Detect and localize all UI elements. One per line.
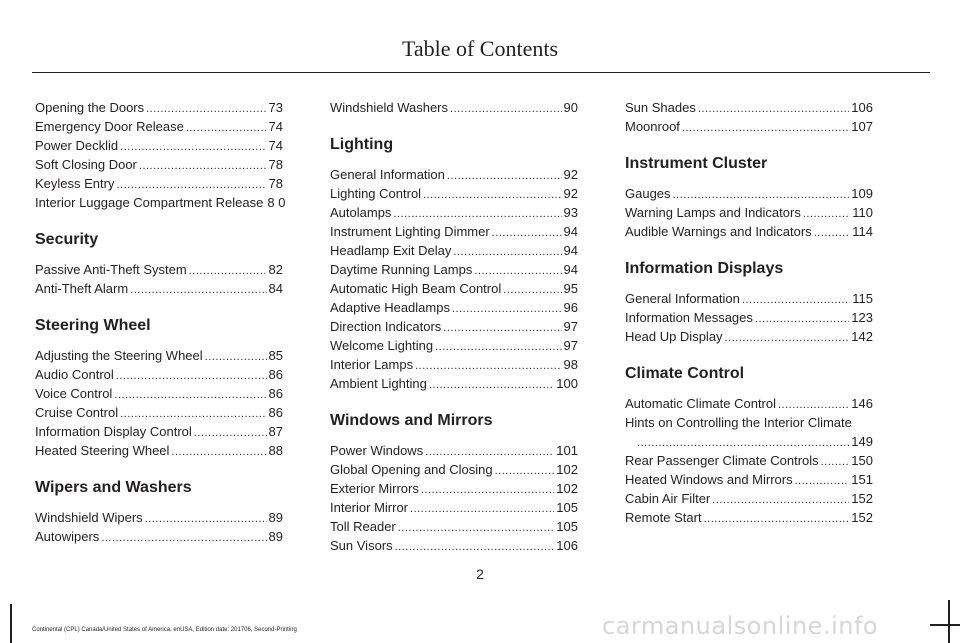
dot-leader (795, 472, 850, 491)
dot-leader (205, 348, 267, 367)
toc-entry-label: Anti-Theft Alarm (35, 281, 129, 296)
toc-entry-page: 152 (851, 510, 873, 525)
watermark: carmanualsonline.info (602, 612, 879, 640)
toc-entry-page: 115 (852, 291, 873, 306)
dot-leader (189, 262, 267, 281)
page-title: Table of Contents (401, 36, 559, 61)
dot-leader (725, 329, 850, 348)
toc-entry-label: Windshield Washers (330, 100, 449, 115)
toc-entry-label: Audible Warnings and Indicators (625, 224, 812, 239)
toc-entry-label: Opening the Doors (35, 100, 145, 115)
toc-entry[interactable] (330, 184, 578, 203)
toc-entry-label: Heated Steering Wheel (35, 443, 170, 458)
toc-entry-label: Sun Shades (625, 100, 696, 115)
toc-entry[interactable] (625, 203, 873, 222)
toc-entry-page: 105 (556, 519, 578, 534)
dot-leader (443, 319, 561, 338)
dot-leader (682, 119, 849, 138)
toc-entry-page: 93 (563, 205, 578, 220)
toc-entry[interactable] (625, 470, 873, 489)
section-heading: Windows and Mirrors (330, 412, 493, 429)
toc-entry-page: 142 (851, 329, 873, 344)
toc-entry-label: Interior Luggage Compartment Release (35, 195, 264, 210)
toc-entry[interactable] (625, 117, 873, 136)
toc-entry[interactable] (35, 98, 283, 117)
toc-entry-label: Direction Indicators (330, 319, 442, 334)
toc-entry-page: 78 (268, 157, 283, 172)
toc-entry-page: 100 (556, 376, 578, 391)
toc-entry[interactable] (625, 327, 873, 346)
toc-entry[interactable] (330, 165, 578, 184)
toc-column-3 (625, 98, 873, 527)
toc-entry-label: Cruise Control (35, 405, 119, 420)
toc-entry-label: Instrument Lighting Dimmer (330, 224, 490, 239)
toc-entry-page: 102 (556, 462, 578, 477)
toc-entry[interactable] (330, 441, 578, 460)
toc-entry-label: Cabin Air Filter (625, 491, 711, 506)
dot-leader (415, 357, 561, 376)
toc-entry-page: 92 (563, 186, 578, 201)
toc-entry-label: Soft Closing Door (35, 157, 137, 172)
toc-entry-label: Adjusting the Steering Wheel (35, 348, 203, 363)
toc-entry[interactable] (625, 394, 873, 413)
toc-entry[interactable] (625, 489, 873, 508)
toc-entry[interactable] (35, 279, 283, 298)
toc-entry-label: Adaptive Headlamps (330, 300, 450, 315)
toc-entry[interactable] (330, 355, 578, 374)
dot-leader (194, 424, 267, 443)
dot-leader (712, 491, 849, 510)
toc-entry-label: Headlamp Exit Delay (330, 243, 452, 258)
toc-entry[interactable] (330, 279, 578, 298)
toc-entry-page: 94 (563, 243, 578, 258)
dot-leader (395, 538, 555, 557)
dot-leader (698, 100, 849, 119)
toc-entry-label: Autowipers (35, 529, 100, 544)
toc-entry[interactable] (35, 155, 283, 174)
toc-entry-page: 97 (563, 319, 578, 334)
toc-entry-page: 86 (268, 405, 283, 420)
toc-entry-label: Lighting Control (330, 186, 422, 201)
toc-entry-page: 102 (556, 481, 578, 496)
toc-entry-page: 150 (851, 453, 873, 468)
toc-entry-label: Windshield Wipers (35, 510, 143, 525)
toc-entry-label: Voice Control (35, 386, 113, 401)
toc-entry[interactable] (35, 527, 283, 546)
toc-entry[interactable] (330, 241, 578, 260)
toc-entry[interactable] (35, 136, 283, 155)
toc-entry-label: Moonroof (625, 119, 680, 134)
toc-entry[interactable] (330, 317, 578, 336)
toc-entry-page: 94 (563, 262, 578, 277)
toc-entry-label: Interior Lamps (330, 357, 414, 372)
dot-leader (398, 519, 555, 538)
page-number: 2 (476, 566, 484, 582)
toc-entry-label: Information Display Control (35, 424, 192, 439)
toc-entry-label: Welcome Lighting (330, 338, 434, 353)
section-heading: Climate Control (625, 365, 745, 382)
toc-entry[interactable] (330, 498, 578, 517)
toc-entry-label: Hints on Controlling the Interior Climate (625, 415, 852, 430)
toc-entry-page: 86 (268, 386, 283, 401)
toc-entry-label: Sun Visors (330, 538, 393, 553)
toc-entry[interactable] (35, 365, 283, 384)
dot-leader (171, 443, 266, 462)
toc-entry[interactable] (35, 384, 283, 403)
toc-entry-page: 74 (268, 119, 283, 134)
toc-entry[interactable] (330, 460, 578, 479)
toc-entry[interactable] (625, 308, 873, 327)
toc-entry-label: Remote Start (625, 510, 702, 525)
toc-entry[interactable] (330, 298, 578, 317)
toc-entry-page: 88 (268, 443, 283, 458)
toc-entry-label: Global Opening and Closing (330, 462, 493, 477)
toc-column-2 (330, 98, 578, 555)
section-heading: Wipers and Washers (35, 479, 192, 496)
dot-leader (120, 138, 266, 157)
dot-leader (130, 281, 266, 300)
section-heading: Security (35, 231, 99, 248)
toc-entry[interactable] (330, 260, 578, 279)
toc-entry-label: Audio Control (35, 367, 114, 382)
toc-entry-page: 89 (268, 510, 283, 525)
toc-entry[interactable] (35, 422, 283, 441)
toc-entry[interactable] (330, 479, 578, 498)
toc-entry-label: Power Windows (330, 443, 424, 458)
toc-entry-label: Power Decklid (35, 138, 119, 153)
toc-entry-label: Ambient Lighting (330, 376, 427, 391)
toc-entry-label: Toll Reader (330, 519, 396, 534)
toc-column-1 (35, 98, 286, 546)
toc-entry[interactable] (330, 203, 578, 222)
toc-entry-page: 146 (851, 396, 873, 411)
toc-entry[interactable] (625, 184, 873, 203)
toc-entry-page: 95 (563, 281, 578, 296)
toc-entry-label: General Information (330, 167, 445, 182)
toc-entry[interactable] (35, 117, 283, 136)
dot-leader (452, 300, 562, 319)
toc-entry[interactable] (35, 260, 283, 279)
section-heading: Instrument Cluster (625, 155, 768, 172)
dot-leader (145, 510, 267, 529)
toc-entry-label: Automatic High Beam Control (330, 281, 502, 296)
section-heading: Lighting (330, 136, 394, 153)
toc-entry-label: Warning Lamps and Indicators (625, 205, 801, 220)
toc-entry-page: 123 (851, 310, 873, 325)
dot-leader (495, 462, 555, 481)
toc-entry[interactable] (625, 413, 873, 451)
toc-entry-label: Autolamps (330, 205, 392, 220)
toc-entry-page: 101 (556, 443, 578, 458)
toc-entry[interactable] (35, 403, 283, 422)
dot-leader (423, 186, 561, 205)
toc-entry-page: 152 (851, 491, 873, 506)
toc-entry-page: 78 (268, 176, 283, 191)
dot-leader (742, 291, 850, 310)
toc-entry[interactable] (330, 517, 578, 536)
toc-entry-page: 89 (268, 529, 283, 544)
crop-mark-left (10, 604, 12, 643)
toc-entry[interactable] (35, 441, 283, 460)
toc-entry-label: Keyless Entry (35, 176, 115, 191)
toc-entry-label: Emergency Door Release (35, 119, 184, 134)
toc-entry-page: 97 (563, 338, 578, 353)
dot-leader (114, 386, 266, 405)
toc-entry-label: Automatic Climate Control (625, 396, 776, 411)
toc-entry[interactable] (625, 508, 873, 527)
toc-entry-label: Head Up Display (625, 329, 723, 344)
toc-entry-leader-line (625, 432, 873, 451)
toc-entry-label: Daytime Running Lamps (330, 262, 473, 277)
toc-entry-page: 82 (268, 262, 283, 277)
toc-entry[interactable] (625, 98, 873, 117)
dot-leader (447, 167, 562, 186)
toc-entry-label: Gauges (625, 186, 671, 201)
toc-entry-page: 74 (268, 138, 283, 153)
toc-entry-label: Exterior Mirrors (330, 481, 419, 496)
toc-entry-page: 87 (268, 424, 283, 439)
toc-entry-page: 114 (852, 224, 873, 239)
section-heading: Steering Wheel (35, 317, 151, 334)
toc-entry-page: 98 (563, 357, 578, 372)
footer-edition: Continental (CPL) Canada/United States of America, enUSA, Edition date: 201706, Second-Printing (32, 627, 297, 633)
toc-entry-page: 94 (563, 224, 578, 239)
dot-leader (410, 500, 554, 519)
toc-entry[interactable] (330, 336, 578, 355)
toc-entry[interactable] (35, 193, 286, 212)
toc-entry[interactable] (330, 536, 578, 555)
toc-entry-label: Interior Mirror (330, 500, 409, 515)
toc-entry[interactable] (330, 98, 578, 117)
toc-entry[interactable] (330, 222, 578, 241)
dot-leader (755, 310, 849, 329)
toc-entry[interactable] (625, 222, 873, 241)
toc-entry-page: 151 (851, 472, 873, 487)
toc-entry-label: General Information (625, 291, 740, 306)
toc-entry-page: 105 (556, 500, 578, 515)
crop-mark-right-vertical (948, 600, 950, 643)
toc-entry-page: 106 (556, 538, 578, 553)
dot-leader (186, 119, 267, 138)
dot-leader (704, 510, 850, 529)
toc-entry-page: 73 (268, 100, 283, 115)
toc-entry-page: 106 (851, 100, 873, 115)
dot-leader (101, 529, 266, 548)
toc-entry-page: 109 (851, 186, 873, 201)
dot-leader (429, 376, 554, 395)
dot-leader (116, 367, 267, 386)
toc-entry-label: Heated Windows and Mirrors (625, 472, 793, 487)
toc-entry-label: Passive Anti-Theft System (35, 262, 187, 277)
toc-entry[interactable] (625, 289, 873, 308)
toc-entry-page: 107 (851, 119, 873, 134)
toc-entry-page: 85 (268, 348, 283, 363)
toc-entry-page: 149 (851, 434, 873, 449)
toc-entry-label: Information Messages (625, 310, 753, 325)
toc-entry[interactable] (35, 508, 283, 527)
toc-entry[interactable] (35, 174, 283, 193)
dot-leader (435, 338, 561, 357)
toc-entry-page: 86 (268, 367, 283, 382)
toc-entry-page: 96 (563, 300, 578, 315)
toc-entry-label: Rear Passenger Climate Controls (625, 453, 819, 468)
dot-leader (139, 157, 267, 176)
toc-entry-page: 90 (563, 100, 578, 115)
toc-entry-page: 92 (563, 167, 578, 182)
toc-entry-page: 110 (852, 205, 873, 220)
toc-entry[interactable] (330, 374, 578, 393)
dot-leader (821, 453, 850, 472)
section-heading: Information Displays (625, 260, 784, 277)
dot-leader (503, 281, 561, 300)
toc-entry-page: 84 (268, 281, 283, 296)
toc-entry-page: 8 0 (267, 195, 286, 210)
crop-mark-right-horizontal (930, 624, 960, 626)
toc-entry[interactable] (625, 451, 873, 470)
dot-leader (492, 224, 562, 243)
title-rule (32, 72, 930, 73)
dot-leader (814, 224, 851, 243)
toc-entry[interactable] (35, 346, 283, 365)
dot-leader (421, 481, 554, 500)
dot-leader (450, 100, 562, 119)
